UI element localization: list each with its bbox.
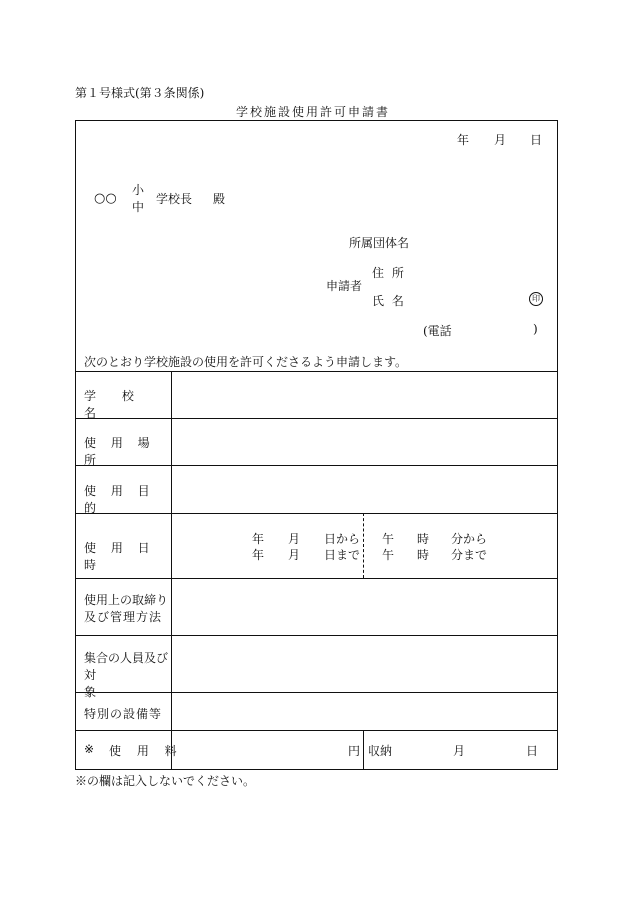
row-divider [76,578,557,579]
fee-receipt-day: 日 [526,744,539,758]
to-month: 月 [288,548,301,562]
page-title: 学校施設使用許可申請書 [236,105,391,119]
date-year: 年 [457,133,470,147]
from-minute: 分から [451,532,488,546]
fee-receipt-month: 月 [453,744,466,758]
fee-mark: ※ [84,742,95,756]
date-day: 日 [530,133,543,147]
form-number: 第１号様式(第３条関係) [75,86,205,100]
seal-mark: 印 [529,292,543,306]
from-month: 月 [288,532,301,546]
application-form [75,120,558,770]
purpose-label: 使 用 目 的 [84,484,150,515]
phone-label: (電話 [423,324,452,338]
request-text: 次のとおり学校施設の使用を許可くださるよう申請します。 [84,355,408,369]
fee-label: 使 用 料 [109,744,177,758]
management-label-line2: 及び管理方法 [84,610,163,624]
honorific: 殿 [213,192,226,206]
name-label: 氏 名 [372,294,404,308]
datetime-label: 使 用 日 時 [84,541,150,572]
fee-yen: 円 [348,744,361,758]
from-year: 年 [252,532,265,546]
school-type-junior-high: 中 [132,200,145,214]
organization-label: 所属団体名 [349,236,410,250]
label-column-divider [171,371,172,769]
row-divider [76,635,557,636]
fee-receipt-label: 収納 [368,744,393,758]
phone-close: ) [533,322,538,336]
from-hour: 時 [417,532,430,546]
row-divider [76,371,557,372]
people-label-line2: 対 象 [84,668,97,699]
equipment-label: 特別の設備等 [84,707,163,721]
place-label: 使 用 場 所 [84,436,150,467]
school-placeholder: ○○ [94,191,117,206]
row-divider [76,730,557,731]
date-month: 月 [494,133,507,147]
to-hour: 時 [417,548,430,562]
school-name-label: 学 校 名 [84,389,134,420]
datetime-divider [363,513,364,578]
principal-label: 学校長 [156,192,193,206]
fee-divider [363,730,364,769]
from-day: 日から [324,532,361,546]
address-label: 住 所 [372,266,404,280]
to-ampm: 午 [382,548,395,562]
applicant-label: 申請者 [326,279,363,293]
people-label-line1: 集合の人員及び [84,651,169,665]
from-ampm: 午 [382,532,395,546]
school-type-elementary: 小 [132,183,145,197]
to-year: 年 [252,548,265,562]
management-label-line1: 使用上の取締り [84,593,169,607]
to-day: 日まで [324,548,361,562]
footnote: ※の欄は記入しないでください。 [75,774,256,788]
to-minute: 分まで [451,548,488,562]
